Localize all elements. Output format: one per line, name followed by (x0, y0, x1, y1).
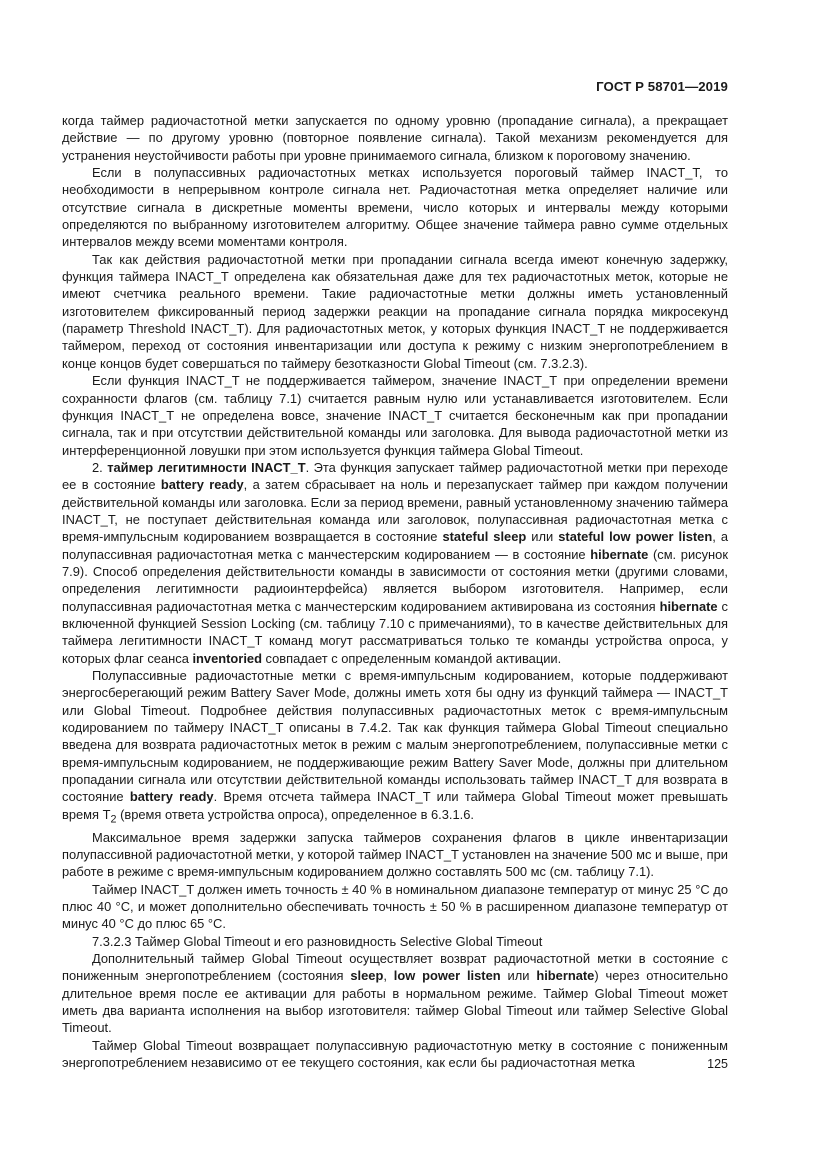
text-run: совпадает с определенным командой активации. (261, 650, 562, 666)
bold-term: таймер легитимности INACT_T (107, 459, 306, 475)
paragraph (62, 933, 728, 950)
bold-term: inventoried (192, 650, 262, 666)
subscript: 2 (110, 813, 117, 826)
page-number: 125 (707, 1057, 728, 1071)
paragraph (62, 1037, 728, 1072)
text-run: 2. (92, 459, 108, 475)
text-run: Максимальное время задержки запуска таймеров сохранения флагов в цикле инвентаризации полупассивной радиочастотной метки, у которой таймер INACT_T установлен на значение 500 мс и выше, при работе в режиме с время-импульсным кодированием должно составлять 500 мс (см. таблицу 7.1). (62, 829, 728, 880)
text-run: . Эта функция запускает таймер радиочастотной метки при переходе ее в состояние (62, 459, 728, 493)
body-text (62, 112, 728, 1071)
paragraph (62, 372, 728, 459)
text-run: когда таймер радиочастотной метки запускается по одному уровню (пропадание сигнала), а прекращает действие — по другому уровню (повторное появление сигнала). Такой механизм рекомендуется для устранения неустойчивости работы при уровне принимаемого сигнала, близком к пороговому значению. (62, 113, 728, 163)
text-run: или (500, 968, 537, 984)
paragraph (62, 112, 728, 164)
bold-term: low power listen (393, 968, 501, 984)
text-run: (время ответа устройства опроса), определенное в 6.3.1.6. (116, 806, 475, 822)
bold-term: sleep (350, 968, 384, 984)
text-run: (см. рисунок 7.9). Способ определения действительности команды в зависимости от состояния метки (другими словами, определения легитимности радиоинтерфейса) является выбором изготовителя. Например, если полупассивная радиочастотная метка с манчестерским кодированием активирована из состояния (62, 546, 728, 614)
text-run: , а затем сбрасывает на ноль и перезапускает таймер при каждом получении действительной команды или заголовка. Если за период времени, равный установленному значению таймера INACT_T, не поступает действительная команда или заголовок, полупассивная радиочастотная метка с время-импульсным кодированием возвращается в состояние (62, 477, 728, 545)
paragraph (62, 667, 728, 829)
paragraph (62, 950, 728, 1037)
text-run: , (383, 968, 394, 984)
paragraph (62, 251, 728, 372)
text-run: Так как действия радиочастотной метки при пропадании сигнала всегда имеют конечную задержку, функция таймера INACT_T определена как обязательная даже для тех радиочастотных меток, которые не имеют счетчика реального времени. Такие радиочастотные метки должны иметь установленный изготовителем фиксированный период задержки реакции на пропадание сигнала порядка микросекунд (параметр Threshold INACT_T). Для радиочастотных меток, у которых функция INACT_T не поддерживается таймером, переход от состояния инвентаризации или доступа к режиму с низким энергопотреблением в конце концов будет совершаться по таймеру безотказности Global Timeout (см. 7.3.2.3). (62, 251, 728, 371)
text-run: Дополнительный таймер Global Timeout осуществляет возврат радиочастотной метки в состояние с пониженным энергопотреблением (состояния (62, 951, 728, 984)
text-run: или (526, 529, 559, 545)
text-run: Если функция INACT_T не поддерживается таймером, значение INACT_T при определении времени сохранности флагов (см. таблицу 7.1) считается равным нулю или устанавливается изготовителем. Если функция INACT_T не определена вовсе, значение INACT_T считается бесконечным как при пропадании сигнала, так и при отсутствии действительной команды или заголовка. Для вывода радиочастотной метки из интерференционной ловушки при этом используется функция таймера Global Timeout. (62, 373, 728, 458)
paragraph (62, 881, 728, 933)
text-run: Таймер INACT_T должен иметь точность ± 40 % в номинальном диапазоне температур от минус 25 °С до плюс 40 °С, и может дополнительно обеспечивать точность ± 50 % в расширенном диапазоне температур от минус 40 °С до плюс 65 °С. (62, 881, 728, 932)
text-run: . Время отсчета таймера INACT_T или таймера Global Timeout может превышать время T (62, 789, 728, 822)
bold-term: stateful sleep (442, 529, 527, 545)
bold-term: battery ready (129, 789, 214, 805)
bold-term: hibernate (590, 546, 649, 562)
text-run: Если в полупассивных радиочастотных метках используется пороговый таймер INACT_T, то необходимости в непрерывном контроле сигнала нет. Радиочастотная метка определяет наличие или отсутствие сигнала в дискретные моменты времени, число которых и интервалы между которыми определяются по выбранному изготовителем алгоритму. Общее значение таймера равно сумме отдельных интервалов между всеми моментами контроля. (62, 165, 728, 250)
bold-term: battery ready (160, 477, 244, 493)
bold-term: hibernate (659, 598, 718, 614)
bold-term: stateful low power listen (558, 529, 713, 545)
text-run: ) через относительно длительное время после ее активации для работы в нормальном режиме. Таймер Global Timeout может иметь два варианта исполнения на выбор изготовителя: таймер Global Timeout или таймер Selective Global Timeout. (62, 968, 728, 1036)
paragraph (62, 164, 728, 251)
text-run: с включенной функцией Session Locking (см. таблицу 7.10 с примечаниями), то в качестве действительных для таймера легитимности INACT_T команд могут рассматриваться только те команды устройства опроса, у которых флаг сеанса (62, 598, 728, 666)
text-run: Полупассивные радиочастотные метки с время-импульсным кодированием, которые поддерживают энергосберегающий режим Battery Saver Mode, должны иметь хотя бы одну из функций таймера — INACT_T или Global Timeout. Подробнее действия полупассивных радиочастотных меток с время-импульсным кодированием по таймеру INACT_T описаны в 7.4.2. Так как функция таймера Global Timeout специально введена для возврата радиочастотных меток в режим с малым энергопотреблением, полупассивные метки с время-импульсным кодированием, не поддерживающие режим Battery Saver Mode, должны при длительном пропадании сигнала или отсутствии действительной команды использовать таймер INACT_T для возврата в состояние (62, 668, 728, 805)
text-run: , а полупассивная радиочастотная метка с манчестерским кодированием — в состояние (62, 529, 728, 562)
paragraph (62, 459, 728, 667)
standard-number: ГОСТ Р 58701—2019 (596, 79, 728, 94)
text-run: Таймер Global Timeout возвращает полупассивную радиочастотную метку в состояние с пониженным энергопотреблением независимо от ее текущего состояния, как если бы радиочастотная метка (62, 1037, 728, 1071)
text-run: 7.3.2.3 Таймер Global Timeout и его разновидность Selective Global Timeout (92, 933, 543, 949)
paragraph (62, 829, 728, 881)
bold-term: hibernate (536, 968, 595, 984)
